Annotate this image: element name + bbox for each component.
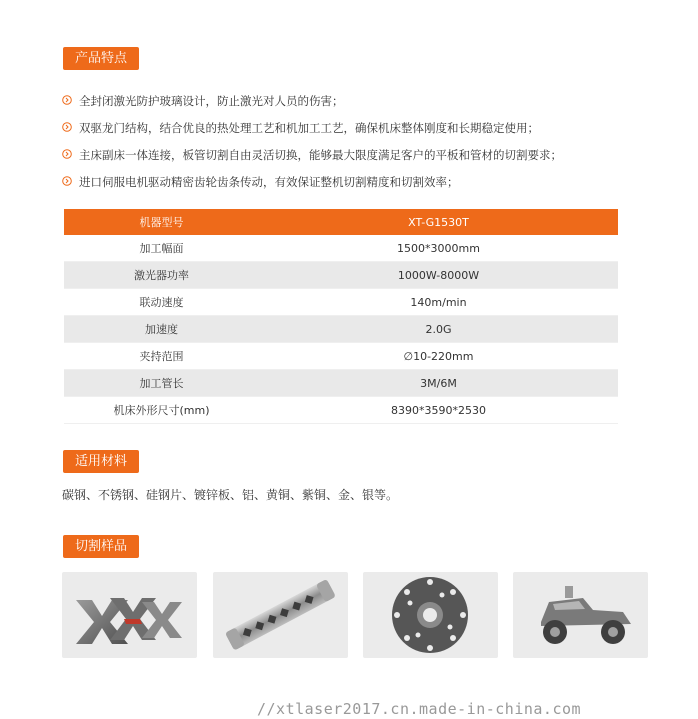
perforated-tube-sample	[213, 572, 348, 658]
spec-value: 1000W-8000W	[259, 262, 618, 289]
car-model-image	[513, 572, 648, 658]
table-header-row	[64, 209, 618, 235]
spec-label: 机床外形尺寸(mm)	[64, 397, 259, 424]
table-row	[64, 289, 618, 316]
list-item	[62, 173, 662, 200]
spec-value: ∅10-220mm	[259, 343, 618, 370]
materials-section-title: 适用材料	[63, 450, 139, 473]
gear-disc-image	[363, 572, 498, 658]
spec-label: 加工幅面	[64, 235, 259, 262]
spec-label: 夹持范围	[64, 343, 259, 370]
watermark-url: //xtlaser2017.cn.made-in-china.com	[257, 700, 582, 718]
spec-label: 加速度	[64, 316, 259, 343]
chevron-right-icon	[62, 176, 72, 186]
spec-label: 加工管长	[64, 370, 259, 397]
table-row	[64, 262, 618, 289]
table-row	[64, 397, 618, 424]
spec-value: 3M/6M	[259, 370, 618, 397]
feature-text: 双驱龙门结构，结合优良的热处理工艺和机加工工艺，确保机床整体刚度和长期稳定使用；	[79, 121, 539, 135]
perforated-tube-image	[213, 572, 348, 658]
spec-value: 140m/min	[259, 289, 618, 316]
spec-value: 8390*3590*2530	[259, 397, 618, 424]
table-row	[64, 370, 618, 397]
feature-text: 全封闭激光防护玻璃设计，防止激光对人员的伤害；	[79, 94, 344, 108]
table-row	[64, 316, 618, 343]
materials-text: 碳钢、不锈钢、硅钢片、镀锌板、铝、黄铜、紫铜、金、银等。	[62, 488, 399, 502]
table-row	[64, 343, 618, 370]
letters-xxx-image	[62, 572, 197, 658]
feature-text: 主床副床一体连接，板管切割自由灵活切换，能够最大限度满足客户的平板和管材的切割要求；	[79, 148, 562, 162]
spec-label: 激光器功率	[64, 262, 259, 289]
list-item	[62, 92, 662, 119]
car-model-sample	[513, 572, 648, 658]
letters-xxx-sample	[62, 572, 197, 658]
list-item	[62, 146, 662, 173]
chevron-right-icon	[62, 149, 72, 159]
chevron-right-icon	[62, 95, 72, 105]
spec-value: XT-G1530T	[259, 209, 618, 235]
feature-text: 进口伺服电机驱动精密齿轮齿条传动，有效保证整机切割精度和切割效率；	[79, 175, 459, 189]
gear-disc-sample	[363, 572, 498, 658]
features-section-title: 产品特点	[63, 47, 139, 70]
table-row	[64, 235, 618, 262]
spec-value: 1500*3000mm	[259, 235, 618, 262]
samples-section-title: 切割样品	[63, 535, 139, 558]
spec-label: 联动速度	[64, 289, 259, 316]
spec-label: 机器型号	[64, 209, 259, 235]
feature-list	[62, 92, 662, 200]
spec-value: 2.0G	[259, 316, 618, 343]
list-item	[62, 119, 662, 146]
chevron-right-icon	[62, 122, 72, 132]
spec-table	[64, 209, 618, 424]
